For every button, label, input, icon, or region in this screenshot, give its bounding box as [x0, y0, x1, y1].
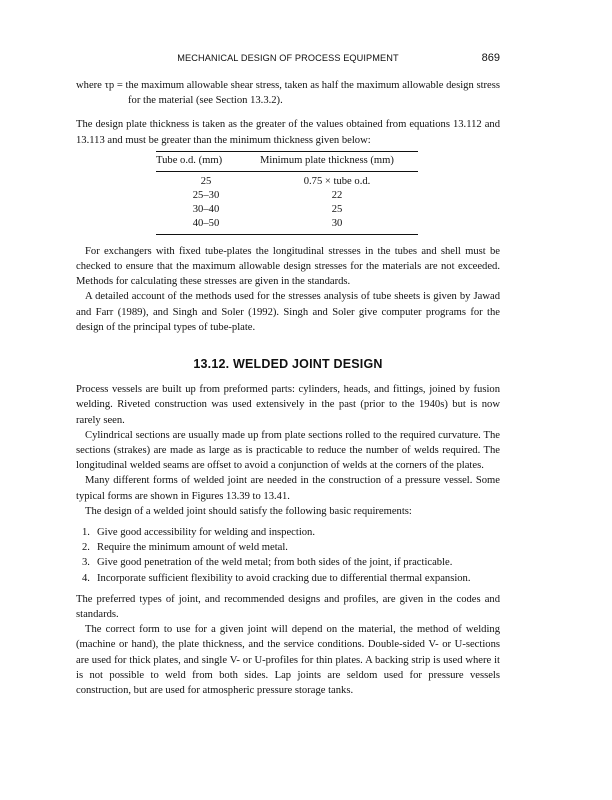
table-header-tube-od: Tube o.d. (mm) — [156, 151, 256, 171]
table-row — [156, 217, 418, 235]
min-plate-thickness-table — [156, 151, 418, 235]
tau-definition-text: the maximum allowable shear stress, taken as half the maximum allowable design stress for the material (see Section 13.3.2). — [125, 80, 500, 107]
page-body — [76, 78, 500, 698]
list-item-number: 2. — [82, 542, 90, 554]
table-cell-tube-od: 30–40 — [192, 203, 220, 215]
list-item — [76, 571, 500, 586]
tau-definition-lead: where τp = — [76, 80, 123, 91]
paragraph-detailed-account: A detailed account of the methods used for the stresses analysis of tube sheets is given by Jawad and Farr (1989), and Singh and Soler (1992). Singh and Soler give computer programs for the design of the principal types of tube-plate. — [76, 291, 500, 333]
paragraph-cylindrical-sections: Cylindrical sections are usually made up from plate sections rolled to the required curvature. The sections (strakes) are made as large as is practicable to reduce the number of welds required. The longitudinal welded seams are offset to avoid a conjunction of welds at the corners of the plates. — [76, 429, 500, 472]
table-row — [156, 189, 418, 203]
table-cell-min-thickness: 0.75 × tube o.d. — [303, 175, 371, 187]
table-header-row — [156, 151, 418, 171]
tau-definition — [76, 78, 500, 108]
requirements-list — [76, 525, 500, 586]
table-row — [156, 203, 418, 217]
list-item-text: Give good accessibility for welding and inspection. — [97, 527, 316, 539]
paragraph-requirements-intro: The design of a welded joint should satisfy the following basic requirements: — [85, 505, 412, 517]
running-head: MECHANICAL DESIGN OF PROCESS EQUIPMENT — [177, 53, 399, 63]
list-item — [76, 540, 500, 555]
list-item-text: Give good penetration of the weld metal; from both sides of the joint, if practicable. — [97, 557, 453, 569]
list-item — [76, 525, 500, 540]
list-item-text: Require the minimum amount of weld metal. — [97, 542, 288, 554]
table-cell-tube-od: 40–50 — [156, 217, 256, 235]
table-cell-min-thickness: 22 — [331, 189, 343, 201]
paragraph-preferred-types: The preferred types of joint, and recommended designs and profiles, are given in the codes and standards. — [76, 593, 500, 621]
page-number: 869 — [481, 52, 500, 64]
table-cell-min-thickness: 30 — [256, 217, 418, 235]
table-cell-tube-od: 25 — [200, 175, 212, 187]
list-item-number: 3. — [82, 557, 90, 569]
list-item-text: Incorporate sufficient flexibility to avoid cracking due to differential thermal expansion. — [97, 572, 471, 584]
table-row — [156, 171, 418, 189]
list-item — [76, 555, 500, 570]
paragraph-correct-form: The correct form to use for a given joint will depend on the material, the method of welding (machine or hand), the plate thickness, and the service conditions. Double-sided V- or U-sections are used for thick plates, and single V- or U-profiles for thin plates. A backing strip is used where it is not possible to weld from both sides. Lap joints are seldom used for pressure vessels construction, but are used for atmospheric pressure storage tanks. — [76, 624, 500, 697]
table-cell-tube-od: 25–30 — [192, 189, 220, 201]
paragraph-plate-thickness: The design plate thickness is taken as the greater of the values obtained from equations 13.112 and 13.113 and must be greater than the minimum thickness given below: — [76, 119, 500, 146]
table-header-min-thickness: Minimum plate thickness (mm) — [256, 151, 418, 171]
section-heading: 13.12. WELDED JOINT DESIGN — [193, 357, 383, 372]
page-header — [76, 53, 500, 67]
list-item-number: 4. — [82, 572, 90, 584]
table-cell-min-thickness: 25 — [331, 203, 343, 215]
list-item-number: 1. — [82, 527, 90, 539]
paragraph-many-forms: Many different forms of welded joint are needed in the construction of a pressure vessel. Some typical forms are shown in Figures 13.39 to 13.41. — [76, 475, 500, 502]
paragraph-process-vessels: Process vessels are built up from preformed parts: cylinders, heads, and fittings, joined by fusion welding. Riveted construction was used extensively in the past (prior to the 1940s) but is now rarely seen. — [76, 384, 500, 426]
paragraph-fixed-tube-plates: For exchangers with fixed tube-plates the longitudinal stresses in the tubes and shell must be checked to ensure that the maximum allowable design stresses for the materials are not exceeded. Methods for calculating these stresses are given in the standards. — [76, 245, 500, 288]
